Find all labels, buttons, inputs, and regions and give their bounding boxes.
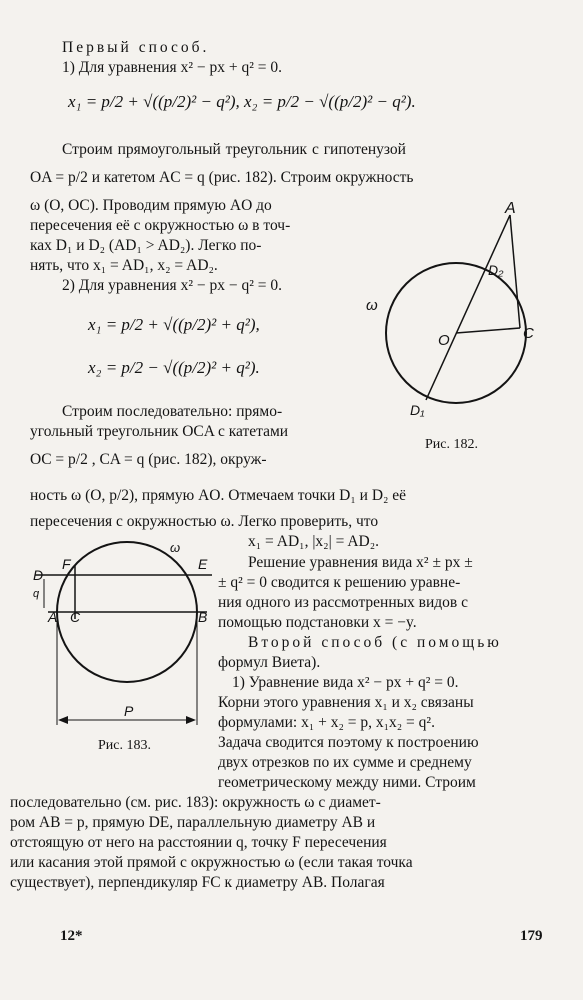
label-D1: D₁ (410, 402, 425, 418)
page-number: 179 (520, 928, 543, 944)
roots-formula: x₁ = p/2 + √((p/2)² − q²), x₂ = p/2 − √((p/2)² − q²). (68, 92, 416, 111)
label-C: C (523, 325, 534, 342)
arrow-left (58, 716, 68, 724)
label-q: q (33, 588, 40, 600)
label-O: O (438, 332, 450, 349)
case2-x2-formula: x₂ = p/2 − √((p/2)² + q²). (88, 358, 260, 377)
text-line: пересечения с окружностью ω. Легко проверить, что (30, 513, 379, 530)
segment-AC (510, 215, 520, 328)
text-line: формулами: x₁ + x₂ = p, x₁x₂ = q². (218, 714, 435, 731)
label-omega: ω (366, 297, 378, 314)
text-line: Корни этого уравнения x₁ и x₂ связаны (218, 694, 474, 711)
label-p: P (124, 703, 134, 719)
label-A: A (48, 609, 58, 625)
text-line: угольный треугольник OCA с катетами (30, 423, 289, 440)
text-line: или касания этой прямой с окружностью ω (если такая точка (10, 854, 413, 871)
arrow-right (186, 716, 196, 724)
text-line: ром AB = p, прямую DE, параллельную диаметру AB и (10, 814, 376, 831)
text-line: двух отрезков по их сумме и среднему (218, 754, 472, 771)
text-line: формул Виета). (218, 654, 321, 671)
text-line: OC = p/2 , CA = q (рис. 182), окруж- (30, 451, 267, 468)
text-line: существует), перпендикуляр FC к диаметру AB. Полагая (10, 874, 385, 891)
text-line: OA = p/2 и катетом AC = q (рис. 182). Строим окружность (30, 169, 414, 186)
text-line: ω (O, OC). Проводим прямую AO до (30, 197, 272, 214)
label-E: E (198, 556, 208, 572)
heading-first-method: Первый способ. (62, 39, 210, 56)
text-line: Строим последовательно: прямо- (62, 403, 283, 420)
text-line: 1) Уравнение вида x² − px + q² = 0. (232, 674, 459, 691)
text-line: пересечения её с окружностью ω в точ- (30, 217, 291, 234)
text-line: отстоящую от него на расстоянии q, точку F пересечения (10, 834, 387, 851)
label-D: D (33, 567, 44, 583)
figure-182 (360, 195, 560, 430)
label-omega: ω (170, 540, 181, 555)
figure-183 (30, 535, 220, 735)
label-C: C (70, 609, 81, 625)
text-line: x₁ = AD₁, |x₂| = AD₂. (248, 533, 379, 550)
text-line: ния одного из рассмотренных видов с (218, 594, 469, 611)
caption-183: Рис. 183. (98, 738, 151, 753)
text-line: Строим прямоугольный треугольник с гипотенузой (62, 141, 406, 158)
radius-OC (456, 328, 520, 333)
page-signature: 12* (60, 928, 83, 944)
label-F: F (62, 556, 71, 572)
text-line: Задача сводится поэтому к построению (218, 734, 479, 751)
text-line: последовательно (см. рис. 183): окружность ω с диамет- (10, 794, 381, 811)
case2-intro: 2) Для уравнения x² − px − q² = 0. (62, 277, 282, 294)
text-line: помощью подстановки x = −y. (218, 614, 417, 631)
text-line: Решение уравнения вида x² ± px ± (248, 554, 473, 571)
case1-intro: 1) Для уравнения x² − px + q² = 0. (62, 59, 282, 76)
text-line: геометрическому между ними. Строим (218, 774, 476, 791)
caption-182: Рис. 182. (425, 437, 478, 452)
text-line: ность ω (O, p/2), прямую AO. Отмечаем точки D₁ и D₂ её (30, 487, 407, 504)
line-AO (426, 215, 510, 400)
label-D2: D₂ (488, 262, 504, 278)
text-line: ± q² = 0 сводится к решению уравне- (218, 574, 461, 591)
text-line: нять, что x₁ = AD₁, x₂ = AD₂. (30, 257, 218, 274)
label-B: B (198, 609, 208, 625)
heading-second-method: Второй способ (с помощью (248, 634, 502, 651)
label-A: A (505, 200, 516, 217)
case2-x1-formula: x₁ = p/2 + √((p/2)² + q²), (88, 315, 260, 334)
text-line: ках D₁ и D₂ (AD₁ > AD₂). Легко по- (30, 237, 262, 254)
